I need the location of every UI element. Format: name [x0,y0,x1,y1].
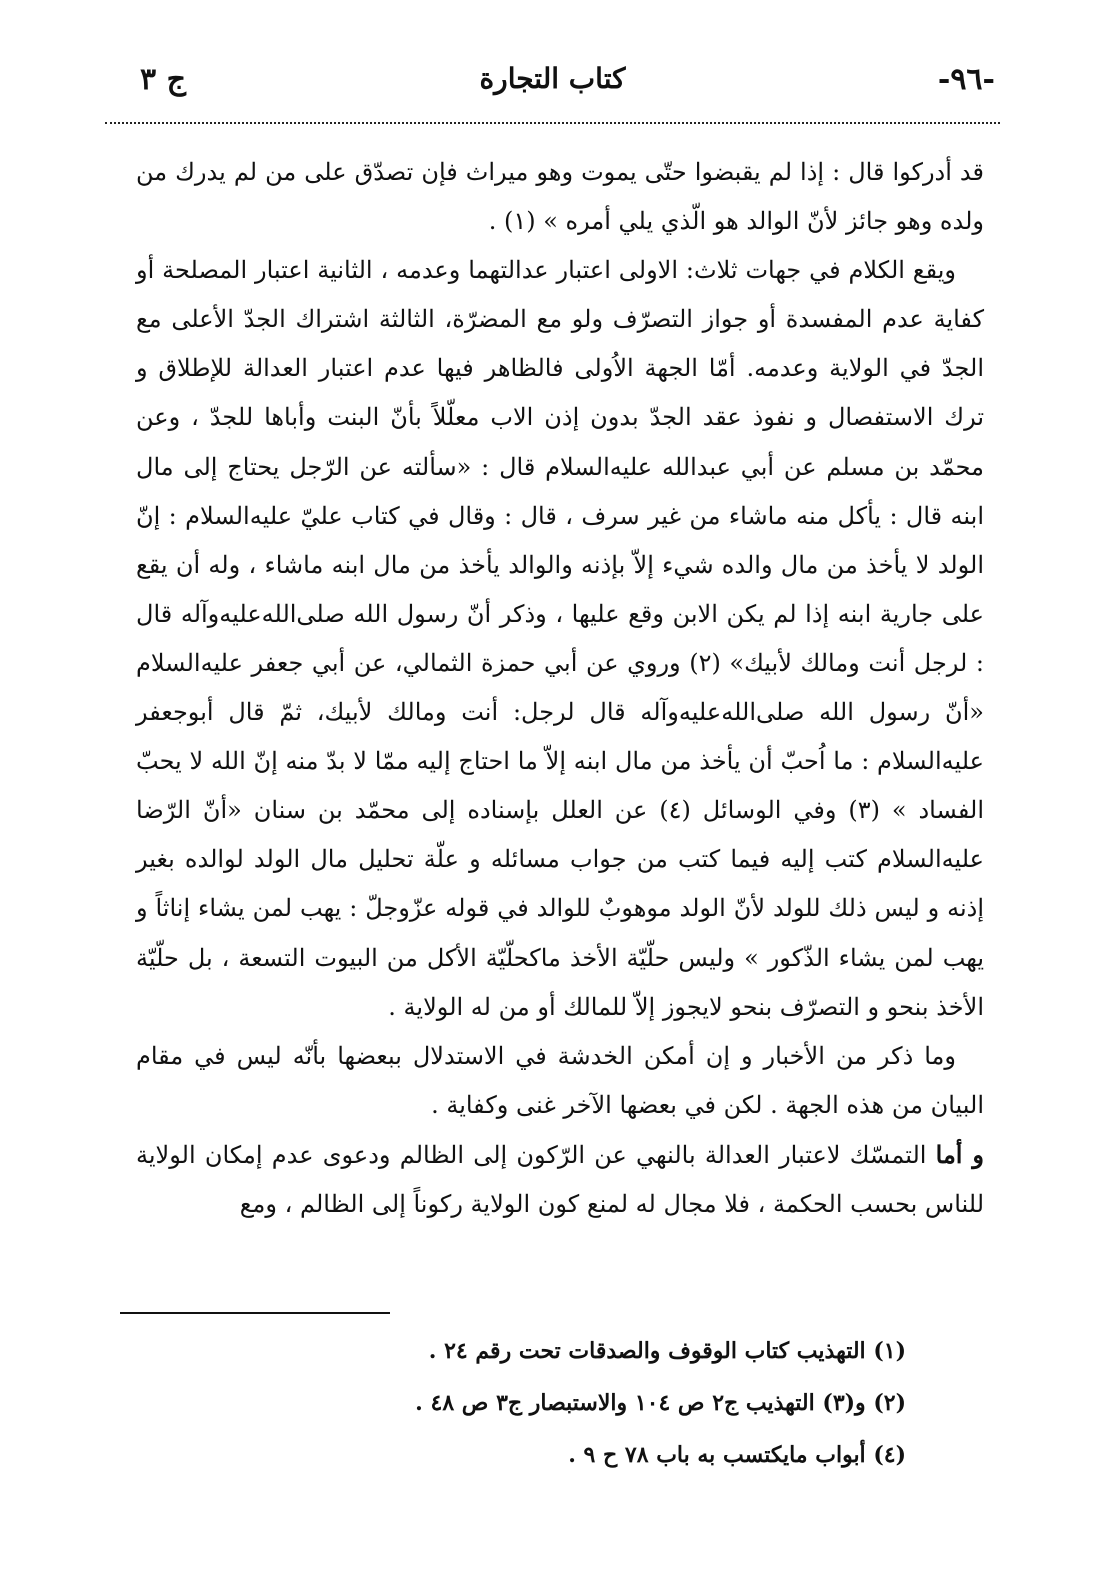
book-title: كتاب التجارة [479,62,626,95]
paragraph-4 [136,1130,984,1229]
volume-label: ج ٣ [140,62,186,97]
footnotes [256,1325,906,1481]
paragraph-4-lead: و أما [935,1139,984,1169]
main-text [136,148,984,1229]
paragraph-2: ويقع الكلام في جهات ثلاث: الاولى اعتبار عدالتهما وعدمه ، الثانية اعتبار المصلحة أو كفاية عدم المفسدة أو جواز التصرّف ولو مع المضرّة، الثالثة اشتراك الجدّ الأعلى مع الجدّ في الولاية وعدمه. أمّا الجهة الاُولى فالظاهر فيها عدم اعتبار العدالة للإطلاق و ترك الاستفصال و نفوذ عقد الجدّ بدون إذن الاب معلّلاً بأنّ البنت وأباها للجدّ ، وعن محمّد بن مسلم عن أبي عبدالله عليه‌السلام قال : «سألته عن الرّجل يحتاج إلى مال ابنه قال : يأكل منه ماشاء من غير سرف ، قال : وقال في كتاب عليّ عليه‌السلام : إنّ الولد لا يأخذ من مال والده شيء إلاّ بإذنه والوالد يأخذ من مال ابنه ماشاء ، وله أن يقع على جارية ابنه إذا لم يكن الابن وقع عليها ، وذكر أنّ رسول الله صلى‌الله‌عليه‌وآله قال : لرجل أنت ومالك لأبيك» (٢) وروي عن أبي حمزة الثمالي، عن أبي جعفر عليه‌السلام «أنّ رسول الله صلى‌الله‌عليه‌وآله قال لرجل: أنت ومالك لأبيك، ثمّ قال أبوجعفر عليه‌السلام : ما اُحبّ أن يأخذ من مال ابنه إلاّ ما احتاج إليه ممّا لا بدّ منه إنّ الله لا يحبّ الفساد » (٣) وفي الوسائل (٤) عن العلل بإسناده إلى محمّد بن سنان «أنّ الرّضا عليه‌السلام كتب إليه فيما كتب من جواب مسائله و علّة تحليل مال الولد لوالده بغير إذنه و ليس ذلك للولد لأنّ الولد موهوبٌ للوالد في قوله عزّوجلّ : يهب لمن يشاء إناثاً و يهب لمن يشاء الذّكور » وليس حلّيّة الأخذ ماكحلّيّة الأكل من البيوت التسعة ، بل حلّيّة الأخذ بنحو و التصرّف بنحو لايجوز إلاّ للمالك أو من له الولاية . [136,256,985,1021]
footnote-2: (٢) و(٣) التهذيب ج٢ ص ١٠٤ والاستبصار ج٣ ص ٤٨ . [415,1390,906,1416]
paragraph-3: وما ذكر من الأخبار و إن أمكن الخدشة في الاستدلال ببعضها بأنّه ليس في مقام البيان من هذه الجهة . لكن في بعضها الآخر غنى وكفاية . [136,1041,984,1119]
footnote-3: (٤) أبواب مايكتسب به باب ٧٨ ح ٩ . [568,1442,906,1468]
paragraph-4-text: التمسّك لاعتبار العدالة بالنهي عن الرّكون إلى الظالم ودعوى عدم إمكان الولاية للناس بحسب الحكمة ، فلا مجال له لمنع كون الولاية ركوناً إلى الظالم ، ومع [136,1140,984,1218]
footnote-divider [120,1312,390,1314]
page-number: -٩٦- [937,62,995,97]
page-header [110,62,995,112]
paragraph-1: قد أدركوا قال : إذا لم يقبضوا حتّى يموت وهو ميراث فإن تصدّق على من لم يدرك من ولده وهو جائز لأنّ الوالد هو الّذي يلي أمره » (١) . [136,158,984,236]
footnote-1: (١) التهذيب كتاب الوقوف والصدقات تحت رقم ٢٤ . [428,1338,906,1364]
header-divider [105,122,1000,124]
